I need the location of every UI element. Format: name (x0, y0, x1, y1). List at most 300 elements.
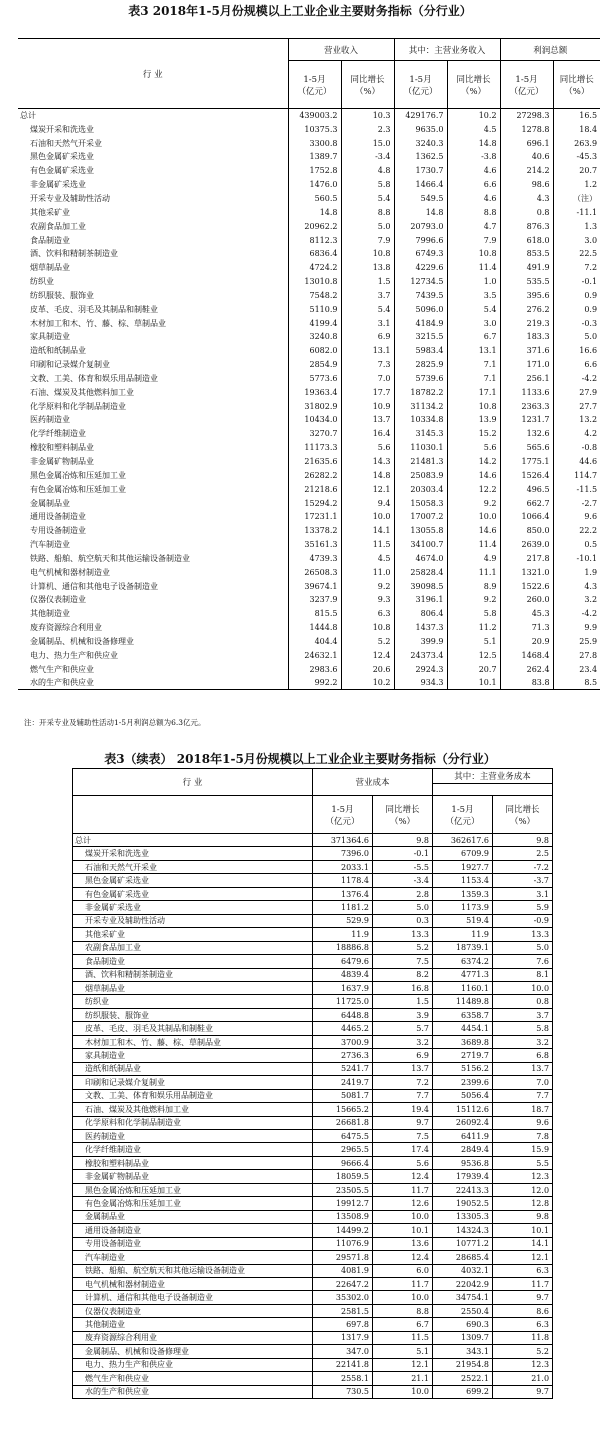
value-cell: 2639.0 (500, 538, 553, 552)
value-cell: 12.1 (373, 1358, 433, 1371)
value-cell: 10.9 (341, 399, 394, 413)
industry-name: 金属制品业 (30, 498, 70, 508)
table-row (73, 995, 553, 1008)
value-cell: 12.6 (373, 1197, 433, 1210)
industry-name: 石油、煤炭及其他燃料加工业 (30, 387, 134, 397)
industry-name: 总计 (73, 834, 313, 847)
value-cell: -5.5 (373, 860, 433, 873)
value-cell: 7.9 (447, 233, 500, 247)
value-cell: 6082.0 (288, 344, 341, 358)
value-cell: 4.3 (553, 579, 600, 593)
value-cell: 214.2 (500, 164, 553, 178)
value-cell: 1466.4 (394, 178, 447, 192)
industry-name: 石油和天然气开采业 (30, 138, 102, 148)
value-cell: 491.9 (500, 261, 553, 275)
value-cell: -3.4 (373, 874, 433, 887)
value-cell: 8.8 (447, 205, 500, 219)
value-cell: 8.9 (447, 579, 500, 593)
value-cell: 10.8 (341, 621, 394, 635)
value-cell: 3145.3 (394, 427, 447, 441)
table-row (73, 901, 553, 914)
value-cell: 5739.6 (394, 372, 447, 386)
industry-name: 总计 (20, 111, 36, 121)
value-cell: 18.7 (493, 1103, 553, 1116)
value-cell: 31134.2 (394, 399, 447, 413)
value-cell: 371364.6 (313, 834, 373, 847)
value-cell: 10.2 (341, 676, 394, 690)
table-row (18, 136, 600, 150)
value-cell: 7.1 (447, 372, 500, 386)
value-cell: 217.8 (500, 552, 553, 566)
value-cell: 5.8 (447, 607, 500, 621)
value-cell: 5.8 (341, 178, 394, 192)
value-cell: 20793.0 (394, 219, 447, 233)
growth-label: 同比增长 (350, 74, 385, 85)
value-cell: 18886.8 (313, 941, 373, 954)
value-cell: 2736.3 (313, 1049, 373, 1062)
value-cell: 697.8 (313, 1318, 373, 1331)
value-cell: 12.1 (341, 482, 394, 496)
value-cell: 15.2 (447, 427, 500, 441)
value-cell: 806.4 (394, 607, 447, 621)
table-row (73, 887, 553, 900)
cost-growth-header (373, 796, 433, 834)
value-cell: 11030.1 (394, 441, 447, 455)
value-cell: 7.7 (493, 1089, 553, 1102)
value-cell: 1.5 (373, 995, 433, 1008)
value-cell: 22413.3 (433, 1183, 493, 1196)
industry-name: 皮革、毛皮、羽毛及其制品和制鞋业 (73, 1022, 313, 1035)
industry-name: 印刷和记录媒介复制业 (30, 360, 110, 370)
value-cell: 11076.9 (313, 1237, 373, 1250)
value-cell: 6.8 (493, 1049, 553, 1062)
value-cell: 15.0 (341, 136, 394, 150)
value-cell: 11.7 (493, 1277, 553, 1290)
value-cell: 6358.7 (433, 1008, 493, 1021)
industry-name: 仪器仪表制造业 (30, 595, 86, 605)
value-cell: 7439.5 (394, 288, 447, 302)
unit-label: （%） (564, 86, 590, 97)
value-cell: 16.8 (373, 981, 433, 994)
value-cell: 343.1 (433, 1345, 493, 1358)
value-cell: 23505.5 (313, 1183, 373, 1196)
value-cell: 17.4 (373, 1143, 433, 1156)
value-cell: 1066.4 (500, 510, 553, 524)
industry-name: 非金属矿采选业 (30, 180, 86, 190)
industry-header-spacer (73, 796, 313, 834)
value-cell: 5.2 (373, 941, 433, 954)
table-row (18, 648, 600, 662)
value-cell: 6448.8 (313, 1008, 373, 1021)
value-cell: 618.0 (500, 233, 553, 247)
value-cell: 21481.3 (394, 455, 447, 469)
value-cell: 6.9 (341, 330, 394, 344)
value-cell: 4.5 (341, 552, 394, 566)
industry-name: 纺织业 (30, 277, 54, 287)
industry-name: 汽车制造业 (30, 540, 70, 550)
value-cell: 9.3 (341, 593, 394, 607)
value-cell: 2363.3 (500, 399, 553, 413)
value-cell: 20.7 (447, 662, 500, 676)
table2 (72, 768, 553, 1399)
industry-name: 通用设备制造业 (73, 1224, 313, 1237)
value-cell: 14324.3 (433, 1224, 493, 1237)
value-cell: 12.3 (493, 1358, 553, 1371)
industry-name: 石油、煤炭及其他燃料加工业 (73, 1103, 313, 1116)
table-row (18, 496, 600, 510)
value-cell: 34100.7 (394, 538, 447, 552)
value-cell: 1.9 (553, 565, 600, 579)
value-cell: 10.1 (493, 1224, 553, 1237)
industry-name: 燃气生产和供应业 (73, 1372, 313, 1385)
industry-name: 非金属矿物制品业 (73, 1170, 313, 1183)
value-cell: 5.4 (447, 302, 500, 316)
industry-name: 文教、工美、体育和娱乐用品制造业 (30, 373, 158, 383)
table1 (18, 38, 600, 690)
value-cell: 25083.9 (394, 468, 447, 482)
value-cell: 2849.4 (433, 1143, 493, 1156)
table-row (73, 955, 553, 968)
industry-name: 电气机械和器材制造业 (30, 567, 110, 577)
value-cell: 496.5 (500, 482, 553, 496)
value-cell: （注） (553, 192, 600, 206)
value-cell: 9536.8 (433, 1156, 493, 1169)
value-cell: 3270.7 (288, 427, 341, 441)
table1-footnote: 注：开采专业及辅助性活动1-5月利润总额为6.3亿元。 (24, 718, 206, 727)
value-cell: 14.1 (493, 1237, 553, 1250)
profit-period-header (500, 61, 553, 109)
value-cell: 260.0 (500, 593, 553, 607)
value-cell: 10.1 (373, 1224, 433, 1237)
industry-name: 水的生产和供应业 (73, 1385, 313, 1398)
value-cell: 14.6 (447, 468, 500, 482)
value-cell: 23.4 (553, 662, 600, 676)
value-cell: 347.0 (313, 1345, 373, 1358)
industry-name: 黑色金属冶炼和压延加工业 (73, 1183, 313, 1196)
value-cell: 28685.4 (433, 1251, 493, 1264)
industry-name: 其他采矿业 (30, 207, 70, 217)
value-cell: 22141.8 (313, 1358, 373, 1371)
value-cell: 5.0 (373, 901, 433, 914)
value-cell: 7.5 (373, 955, 433, 968)
value-cell: 15.9 (493, 1143, 553, 1156)
value-cell: 1133.6 (500, 385, 553, 399)
value-cell: 1927.7 (433, 860, 493, 873)
value-cell: 13.1 (341, 344, 394, 358)
value-cell: 12.3 (493, 1170, 553, 1183)
revenue-header: 营业收入 (288, 39, 394, 61)
value-cell: 549.5 (394, 192, 447, 206)
value-cell: 3.2 (373, 1035, 433, 1048)
value-cell: 22.5 (553, 247, 600, 261)
table-row (18, 233, 600, 247)
value-cell: 17.7 (341, 385, 394, 399)
unit-label: （%） (389, 816, 416, 827)
industry-name: 专用设备制造业 (30, 526, 86, 536)
table1-body (18, 109, 600, 690)
value-cell: 2399.6 (433, 1076, 493, 1089)
value-cell: 13.9 (447, 413, 500, 427)
value-cell: 10771.2 (433, 1237, 493, 1250)
value-cell: 13.3 (493, 928, 553, 941)
unit-label: （亿元） (509, 86, 544, 97)
table-row (73, 914, 553, 927)
value-cell: 1321.0 (500, 565, 553, 579)
unit-label: （亿元） (325, 816, 360, 827)
value-cell: -0.1 (553, 275, 600, 289)
main-cost-growth-header (493, 796, 553, 834)
value-cell: 4.3 (500, 192, 553, 206)
value-cell: 2924.3 (394, 662, 447, 676)
profit-growth-header (553, 61, 600, 109)
value-cell: 18739.1 (433, 941, 493, 954)
value-cell: 4839.4 (313, 968, 373, 981)
table-row (73, 1318, 553, 1331)
value-cell: 3.1 (493, 887, 553, 900)
value-cell: 19052.5 (433, 1197, 493, 1210)
industry-name: 化学原料和化学制品制造业 (30, 401, 126, 411)
value-cell: 11.5 (341, 538, 394, 552)
value-cell: 13.7 (493, 1062, 553, 1075)
value-cell: 9.4 (341, 496, 394, 510)
value-cell: 10.0 (493, 981, 553, 994)
value-cell: 2983.6 (288, 662, 341, 676)
value-cell: 4465.2 (313, 1022, 373, 1035)
value-cell: 11.5 (373, 1331, 433, 1344)
value-cell: 730.5 (313, 1385, 373, 1398)
value-cell: 5.7 (373, 1022, 433, 1035)
table-row (18, 316, 600, 330)
unit-label: （亿元） (403, 86, 438, 97)
value-cell: 20.9 (500, 635, 553, 649)
industry-name: 农副食品加工业 (30, 221, 86, 231)
value-cell: 7.9 (341, 233, 394, 247)
value-cell: 662.7 (500, 496, 553, 510)
value-cell: 256.1 (500, 372, 553, 386)
value-cell: 7.3 (341, 358, 394, 372)
industry-name: 造纸和纸制品业 (73, 1062, 313, 1075)
industry-name: 木材加工和木、竹、藤、棕、草制品业 (30, 318, 166, 328)
industry-name: 开采专业及辅助性活动 (30, 193, 110, 203)
value-cell: 17939.4 (433, 1170, 493, 1183)
cost-header: 营业成本 (313, 769, 433, 796)
value-cell: 16.5 (553, 109, 600, 123)
value-cell: 34754.1 (433, 1291, 493, 1304)
industry-name: 农副食品加工业 (73, 941, 313, 954)
value-cell: 8.8 (341, 205, 394, 219)
table-row (18, 427, 600, 441)
value-cell: 10.8 (447, 247, 500, 261)
table-row (73, 941, 553, 954)
table-row (73, 1089, 553, 1102)
value-cell: 29571.8 (313, 1251, 373, 1264)
value-cell: 7.8 (493, 1129, 553, 1142)
value-cell: 1526.4 (500, 468, 553, 482)
table-row (73, 860, 553, 873)
value-cell: -0.1 (373, 847, 433, 860)
value-cell: 4229.6 (394, 261, 447, 275)
table-row (18, 122, 600, 136)
value-cell: 11725.0 (313, 995, 373, 1008)
industry-name: 木材加工和木、竹、藤、棕、草制品业 (73, 1035, 313, 1048)
value-cell: 14.8 (288, 205, 341, 219)
table-row (18, 109, 600, 123)
value-cell: 11489.8 (433, 995, 493, 1008)
table-row (73, 1129, 553, 1142)
value-cell: 395.6 (500, 288, 553, 302)
value-cell: 3215.5 (394, 330, 447, 344)
growth-label: 同比增长 (505, 804, 540, 815)
value-cell: 690.3 (433, 1318, 493, 1331)
value-cell: 10.3 (341, 109, 394, 123)
value-cell: 10375.3 (288, 122, 341, 136)
value-cell: 5.6 (341, 441, 394, 455)
industry-name: 橡胶和塑料制品业 (30, 443, 94, 453)
industry-name: 煤炭开采和洗选业 (73, 847, 313, 860)
table-row (18, 593, 600, 607)
industry-name: 其他制造业 (73, 1318, 313, 1331)
table-row (18, 482, 600, 496)
value-cell: 3300.8 (288, 136, 341, 150)
table-row (73, 1251, 553, 1264)
value-cell: 6479.6 (313, 955, 373, 968)
value-cell: 560.5 (288, 192, 341, 206)
value-cell: 11.7 (373, 1277, 433, 1290)
value-cell: 171.0 (500, 358, 553, 372)
value-cell: -3.7 (493, 874, 553, 887)
industry-name: 电力、热力生产和供应业 (30, 650, 118, 660)
value-cell: 12734.5 (394, 275, 447, 289)
value-cell: 7.2 (553, 261, 600, 275)
value-cell: 83.8 (500, 676, 553, 690)
table-row (18, 358, 600, 372)
value-cell: 18.4 (553, 122, 600, 136)
value-cell: 12.4 (341, 648, 394, 662)
value-cell: 7.2 (373, 1076, 433, 1089)
revenue-period-header (288, 61, 341, 109)
industry-name: 黑色金属冶炼和压延加工业 (30, 470, 126, 480)
industry-name: 水的生产和供应业 (30, 678, 94, 688)
value-cell: 14.8 (447, 136, 500, 150)
table-row (18, 302, 600, 316)
table-row (18, 372, 600, 386)
industry-name: 食品制造业 (30, 235, 70, 245)
value-cell: 21.1 (373, 1372, 433, 1385)
industry-name: 通用设备制造业 (30, 512, 86, 522)
value-cell: 11.7 (373, 1183, 433, 1196)
value-cell: 5156.2 (433, 1062, 493, 1075)
value-cell: 98.6 (500, 178, 553, 192)
industry-name: 石油和天然气开采业 (73, 860, 313, 873)
value-cell: 8.1 (493, 968, 553, 981)
value-cell: 6749.3 (394, 247, 447, 261)
value-cell: 13.1 (447, 344, 500, 358)
value-cell: 8112.3 (288, 233, 341, 247)
table-row (73, 874, 553, 887)
table-row (18, 441, 600, 455)
value-cell: 14.1 (341, 524, 394, 538)
value-cell: 6411.9 (433, 1129, 493, 1142)
value-cell: 4739.3 (288, 552, 341, 566)
value-cell: 26681.8 (313, 1116, 373, 1129)
value-cell: 17231.1 (288, 510, 341, 524)
value-cell: -3.4 (341, 150, 394, 164)
value-cell: 12.2 (447, 482, 500, 496)
industry-name: 铁路、船舶、航空航天和其他运输设备制造业 (73, 1264, 313, 1277)
value-cell: 8.8 (373, 1304, 433, 1317)
table-row (18, 510, 600, 524)
table-row (18, 330, 600, 344)
industry-name: 其他采矿业 (73, 928, 313, 941)
main-cost-header: 其中：主营业务成本 (433, 769, 553, 784)
value-cell: 10334.8 (394, 413, 447, 427)
value-cell: 9.7 (493, 1291, 553, 1304)
value-cell: 10.8 (341, 247, 394, 261)
value-cell: 7996.6 (394, 233, 447, 247)
industry-name: 化学纤维制造业 (73, 1143, 313, 1156)
industry-name: 纺织服装、服饰业 (73, 1008, 313, 1021)
value-cell: 1437.3 (394, 621, 447, 635)
value-cell: 16.6 (553, 344, 600, 358)
unit-label: （%） (460, 86, 487, 97)
industry-name: 有色金属冶炼和压延加工业 (30, 484, 126, 494)
industry-name: 有色金属矿采选业 (73, 887, 313, 900)
value-cell: 2.8 (373, 887, 433, 900)
value-cell: 5773.6 (288, 372, 341, 386)
value-cell: 5.1 (447, 635, 500, 649)
unit-label: （%） (354, 86, 381, 97)
value-cell: 9.9 (553, 621, 600, 635)
value-cell: 4.6 (447, 164, 500, 178)
value-cell: 27.8 (553, 648, 600, 662)
value-cell: 25828.4 (394, 565, 447, 579)
value-cell: 10.2 (447, 109, 500, 123)
industry-name: 铁路、船舶、航空航天和其他运输设备制造业 (30, 553, 190, 563)
value-cell: 21218.6 (288, 482, 341, 496)
value-cell: 1359.3 (433, 887, 493, 900)
table-row (73, 1264, 553, 1277)
value-cell: -0.3 (553, 316, 600, 330)
unit-label: （%） (509, 816, 536, 827)
table2-body (73, 834, 553, 1399)
industry-name: 仪器仪表制造业 (73, 1304, 313, 1317)
value-cell: 0.8 (493, 995, 553, 1008)
value-cell: 6374.2 (433, 955, 493, 968)
table-row (73, 1035, 553, 1048)
value-cell: 14.3 (341, 455, 394, 469)
table-row (73, 1183, 553, 1196)
table-row (18, 621, 600, 635)
value-cell: 10.0 (447, 510, 500, 524)
value-cell: 40.6 (500, 150, 553, 164)
value-cell: 15112.6 (433, 1103, 493, 1116)
value-cell: 4184.9 (394, 316, 447, 330)
value-cell: 6475.5 (313, 1129, 373, 1142)
value-cell: 4454.1 (433, 1022, 493, 1035)
value-cell: 9.6 (493, 1116, 553, 1129)
value-cell: 20.6 (341, 662, 394, 676)
value-cell: 815.5 (288, 607, 341, 621)
value-cell: 9.8 (493, 834, 553, 847)
industry-name: 计算机、通信和其他电子设备制造业 (73, 1291, 313, 1304)
value-cell: 5983.4 (394, 344, 447, 358)
industry-name: 非金属矿物制品业 (30, 457, 94, 467)
value-cell: 12.5 (447, 648, 500, 662)
value-cell: 276.2 (500, 302, 553, 316)
value-cell: 44.6 (553, 455, 600, 469)
table-row (18, 579, 600, 593)
value-cell: 4081.9 (313, 1264, 373, 1277)
